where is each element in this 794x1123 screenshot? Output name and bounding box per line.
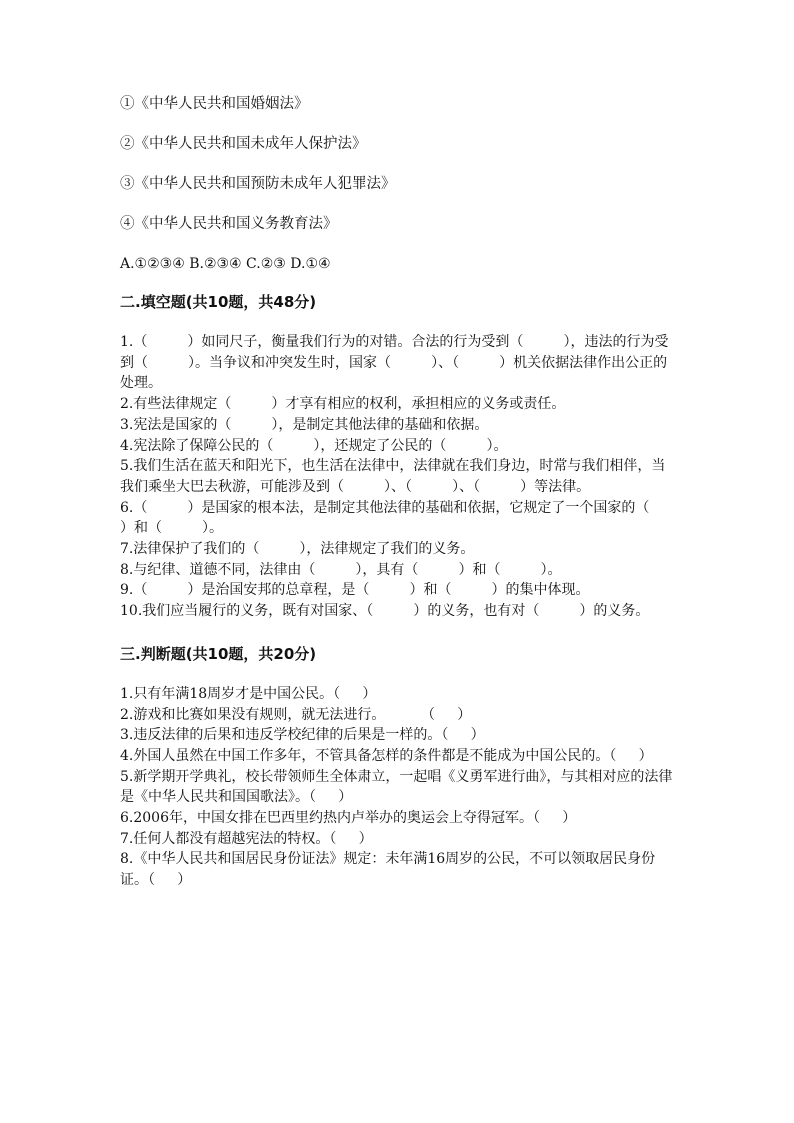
law-options	[120, 94, 676, 234]
judge-question-7: 7.任何人都没有超越宪法的特权。（ ）	[120, 830, 373, 847]
fill-question-6: 6.（ ）是国家的根本法，是制定其他法律的基础和依据，它规定了一个国家的（ ）和（ ）。	[120, 499, 690, 537]
fill-question-2: 2.有些法律规定（ ）才享有相应的权利，承担相应的义务或责任。	[120, 396, 566, 413]
fill-in-questions	[120, 332, 690, 622]
fill-question-8: 8.与纪律、道德不同，法律由（ ），具有（ ）和（ ）。	[120, 561, 562, 578]
judge-question-8: 8.《中华人民共和国居民身份证法》规定：未年满16周岁的公民，不可以领取居民身份证。（ ）	[120, 851, 656, 889]
judge-question-4: 4.外国人虽然在中国工作多年，不管具备怎样的条件都是不能成为中国公民的。（ ）	[120, 747, 653, 764]
judge-question-1: 1.只有年满18周岁才是中国公民。（ ）	[120, 685, 377, 702]
option-4: ④《中华人民共和国义务教育法》	[120, 216, 338, 232]
answer-choices: A.①②③④ B.②③④ C.②③ D.①④	[120, 256, 331, 272]
judge-question-3: 3.违反法律的后果和违反学校纪律的后果是一样的。（ ）	[120, 727, 485, 744]
fill-question-10: 10.我们应当履行的义务，既有对国家、（ ）的义务，也有对（ ）的义务。	[120, 603, 650, 620]
fill-question-9: 9.（ ）是治国安邦的总章程，是（ ）和（ ）的集中体现。	[120, 582, 590, 599]
option-3: ③《中华人民共和国预防未成年人犯罪法》	[120, 176, 396, 192]
exam-page	[120, 94, 690, 891]
fill-question-3: 3.宪法是国家的（ ），是制定其他法律的基础和依据。	[120, 416, 489, 433]
option-2: ②《中华人民共和国未成年人保护法》	[120, 136, 367, 152]
true-false-questions	[120, 684, 676, 891]
section-title-true-false: 三.判断题(共10题，共20分)	[120, 644, 317, 663]
judge-question-6: 6.2006年，中国女排在巴西里约热内卢举办的奥运会上夺得冠军。（ ）	[120, 810, 577, 827]
fill-question-7: 7.法律保护了我们的（ ），法律规定了我们的义务。	[120, 541, 475, 558]
section-title-fill-in: 二.填空题(共10题，共48分)	[120, 293, 317, 311]
judge-question-2: 2.游戏和比赛如果没有规则，就无法进行。 （ ）	[120, 706, 472, 723]
judge-question-5: 5.新学期开学典礼，校长带领师生全体肃立，一起唱《义勇军进行曲》，与其相对应的法律是《中华人民共和国国歌法》。（ ）	[120, 768, 673, 806]
fill-question-5: 5.我们生活在蓝天和阳光下，也生活在法律中，法律就在我们身边，时常与我们相伴，当我们乘坐大巴去秋游，可能涉及到（ ）、（ ）、（ ）等法律。	[120, 458, 666, 495]
option-1: ①《中华人民共和国婚姻法》	[120, 96, 309, 112]
fill-question-4: 4.宪法除了保障公民的（ ），还规定了公民的（ ）。	[120, 437, 508, 454]
fill-question-1: 1.（ ）如同尺子，衡量我们行为的对错。合法的行为受到（ ），违法的行为受到（ ）。当争议和冲突发生时，国家（ ）、（ ）机关依据法律作出公正的处理。	[120, 334, 669, 392]
